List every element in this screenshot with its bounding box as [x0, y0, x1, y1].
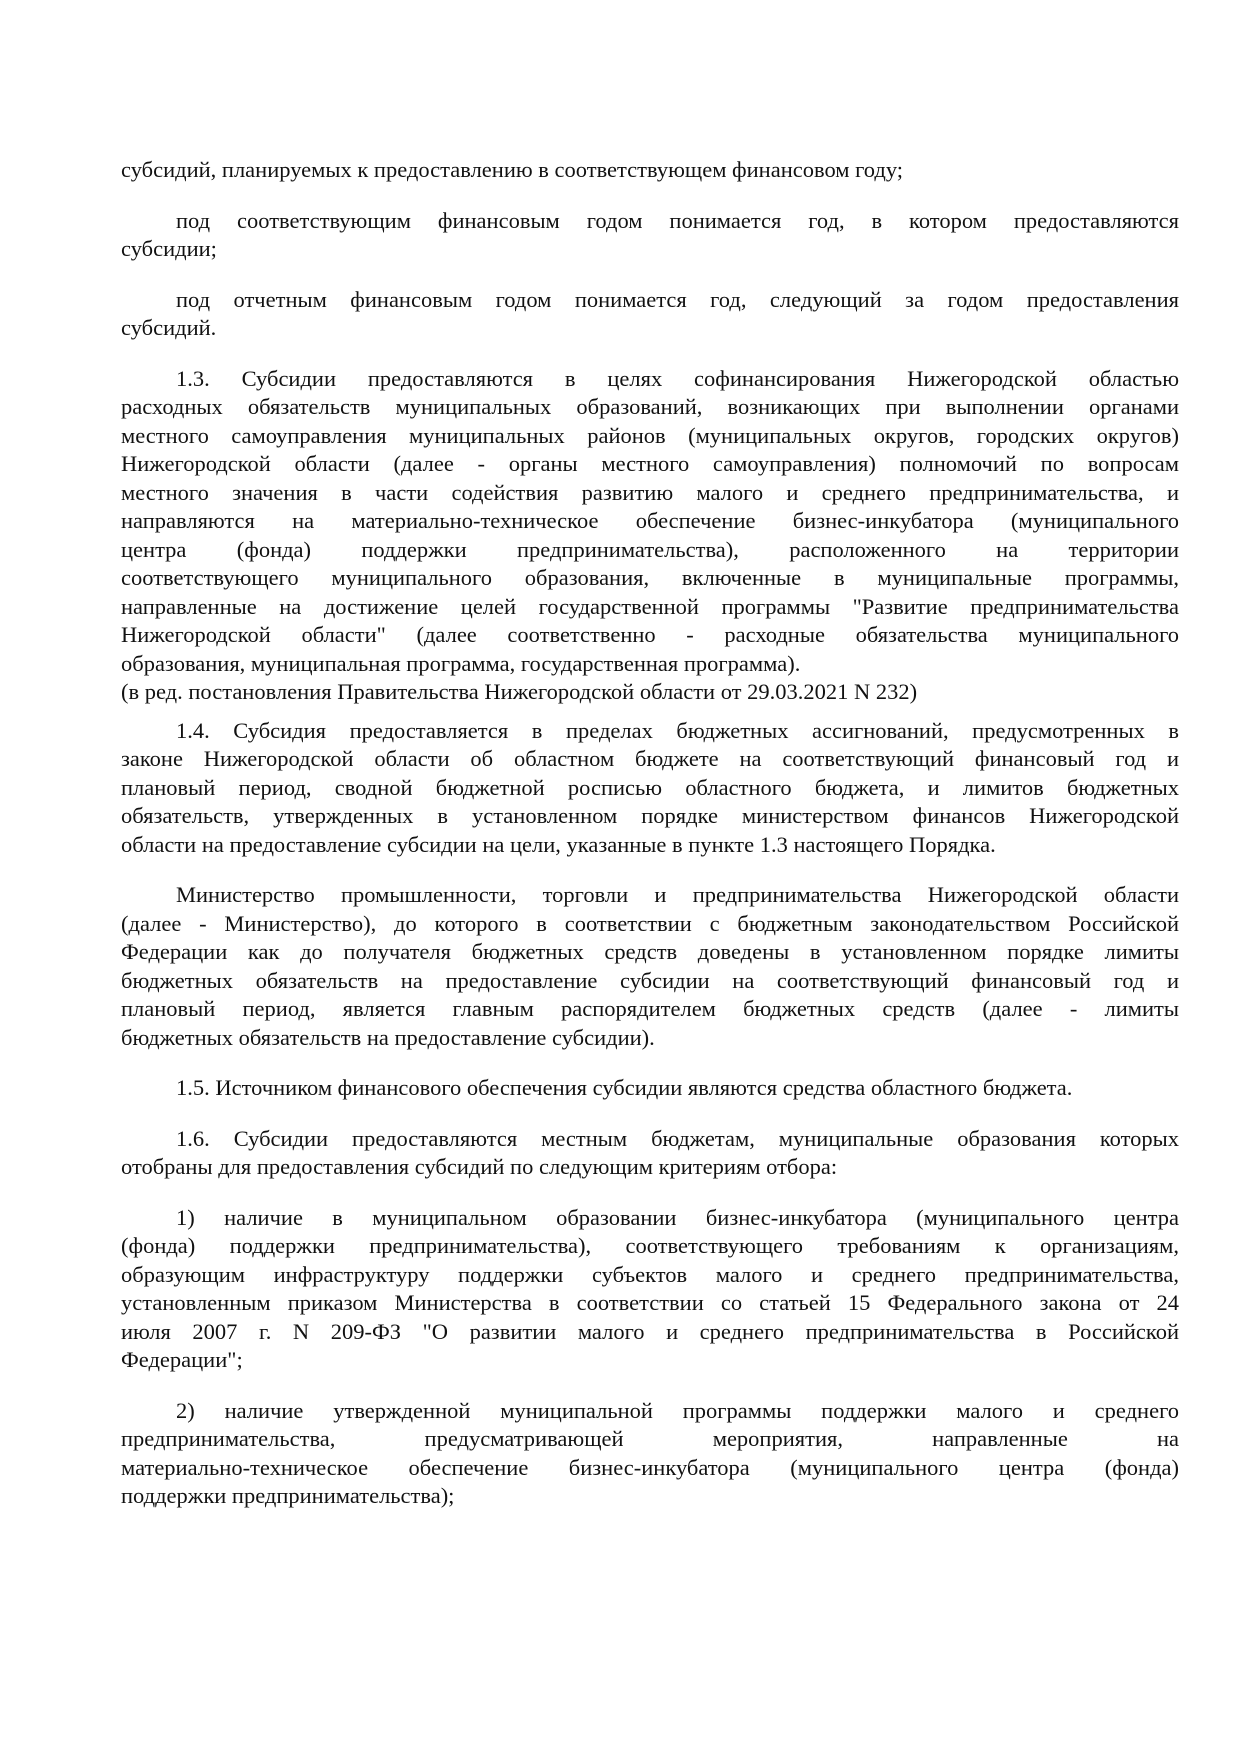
text-line: предпринимательства, предусматривающей мероприятия, направленные на: [121, 1426, 1179, 1451]
document-page: [121, 156, 1179, 1533]
text-line: образующим инфраструктуру поддержки субъектов малого и среднего предпринимательства,: [121, 1261, 1179, 1287]
text-line: материально-техническое обеспечение бизнес-инкубатора (муниципального центра (фонда): [121, 1454, 1179, 1480]
amendment-note: [121, 678, 1179, 707]
text-line: местного самоуправления муниципальных районов (муниципальных округов, городских округов): [121, 422, 1179, 448]
text-line: 1.3. Субсидии предоставляются в целях софинансирования Нижегородской областью: [176, 365, 1179, 391]
text-line: направленные на достижение целей государственной программы "Развитие предпринимательства: [121, 593, 1179, 619]
text-line: 2) наличие утвержденной муниципальной программы поддержки малого и среднего: [176, 1397, 1179, 1423]
text-line: поддержки предпринимательства);: [121, 1483, 455, 1508]
text-line: Нижегородской области (далее - органы местного самоуправления) полномочий по вопросам: [121, 451, 1179, 476]
text-line: установленным приказом Министерства в соответствии со статьей 15 Федерального закона от 24: [121, 1290, 1179, 1315]
text-line: расходных обязательств муниципальных образований, возникающих при выполнении органами: [121, 394, 1179, 419]
text-line: субсидий.: [121, 315, 217, 340]
paragraph: [121, 286, 1179, 343]
text-line: Федерации как до получателя бюджетных средств доведены в установленном порядке лимиты: [121, 939, 1179, 964]
text-line: местного значения в части содействия развитию малого и среднего предпринимательства, и: [121, 479, 1179, 505]
text-line: 1) наличие в муниципальном образовании бизнес-инкубатора (муниципального центра: [176, 1204, 1179, 1230]
text-line: бюджетных обязательств на предоставление субсидии на соответствующий финансовый год и: [121, 967, 1179, 993]
text-line: плановый период, сводной бюджетной росписью областного бюджета, и лимитов бюджетных: [121, 774, 1179, 800]
text-line: субсидии;: [121, 236, 217, 261]
text-line: 1.5. Источником финансового обеспечения субсидии являются средства областного бюджета.: [176, 1075, 1073, 1100]
text-line: соответствующего муниципального образования, включенные в муниципальные программы,: [121, 565, 1179, 590]
paragraph: [121, 717, 1179, 860]
paragraph: [121, 1204, 1179, 1375]
paragraph: [121, 207, 1179, 264]
text-line: плановый период, является главным распорядителем бюджетных средств (далее - лимиты: [121, 996, 1179, 1021]
text-line: (в ред. постановления Правительства Нижегородской области от 29.03.2021 N 232): [121, 679, 918, 704]
paragraph: [121, 1397, 1179, 1511]
text-line: июля 2007 г. N 209-ФЗ "О развитии малого и среднего предпринимательства в Российской: [121, 1318, 1179, 1344]
text-line: (далее - Министерство), до которого в соответствии с бюджетным законодательством Российской: [121, 910, 1179, 936]
text-line: Министерство промышленности, торговли и предпринимательства Нижегородской области: [176, 882, 1179, 907]
paragraph: [121, 365, 1179, 679]
text-line: направляются на материально-техническое обеспечение бизнес-инкубатора (муниципального: [121, 508, 1179, 533]
paragraph: [121, 156, 1179, 185]
text-line: центра (фонда) поддержки предпринимательства), расположенного на территории: [121, 536, 1179, 562]
text-line: области на предоставление субсидии на цели, указанные в пункте 1.3 настоящего Порядка.: [121, 831, 996, 857]
text-line: Нижегородской области" (далее соответственно - расходные обязательства муниципального: [121, 622, 1179, 647]
text-line: 1.6. Субсидии предоставляются местным бюджетам, муниципальные образования которых: [176, 1125, 1179, 1151]
text-line: (фонда) поддержки предпринимательства), соответствующего требованиям к организациям,: [121, 1233, 1179, 1258]
text-line: 1.4. Субсидия предоставляется в пределах бюджетных ассигнований, предусмотренных в: [176, 717, 1179, 743]
text-line: под соответствующим финансовым годом понимается год, в котором предоставляются: [176, 207, 1179, 233]
text-line: обязательств, утвержденных в установленном порядке министерством финансов Нижегородской: [121, 803, 1179, 828]
text-line: Федерации";: [121, 1347, 243, 1372]
text-line: бюджетных обязательств на предоставление субсидии).: [121, 1024, 655, 1050]
text-line: под отчетным финансовым годом понимается год, следующий за годом предоставления: [176, 286, 1179, 312]
text-line: субсидий, планируемых к предоставлению в соответствующем финансовом году;: [121, 157, 904, 182]
text-line: отобраны для предоставления субсидий по следующим критериям отбора:: [121, 1154, 838, 1179]
paragraph: [121, 1125, 1179, 1182]
text-line: законе Нижегородской области об областном бюджете на соответствующий финансовый год и: [121, 746, 1179, 771]
text-line: образования, муниципальная программа, государственная программа).: [121, 650, 801, 676]
paragraph: [121, 1074, 1179, 1103]
paragraph: [121, 881, 1179, 1052]
